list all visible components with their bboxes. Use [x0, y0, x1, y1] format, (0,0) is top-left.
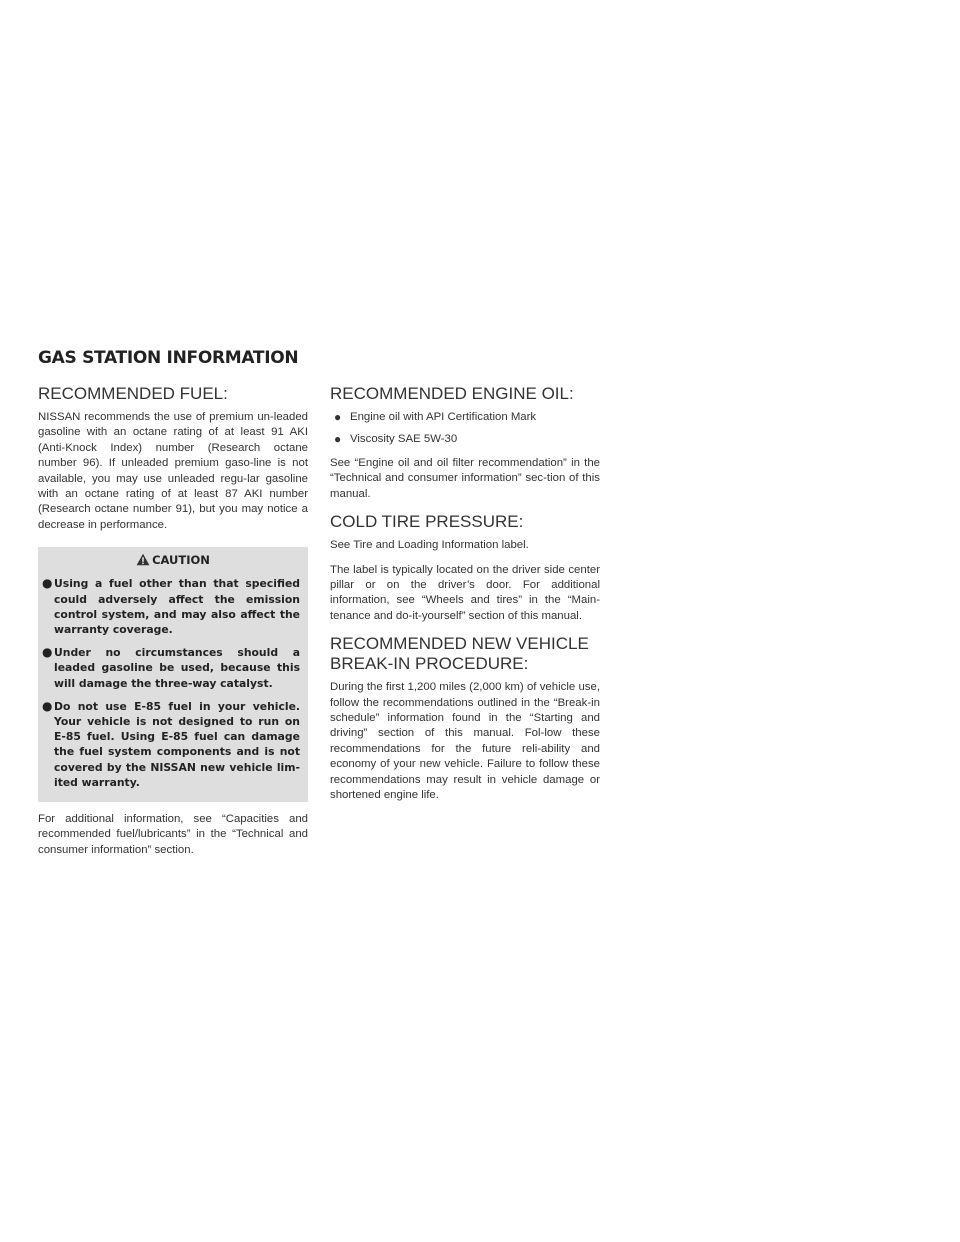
cold-tire-pressure-p1: See Tire and Loading Information label. [330, 539, 529, 552]
recommended-fuel-section [38, 384, 308, 858]
break-in-section [330, 634, 600, 803]
caution-item-text: Do not use E-85 fuel in your vehicle. Your vehicle is not designed to run on E-85 fuel. Using E-85 fuel can damage the fuel system components and is not covered by the NISSAN new vehicle lim-ited warranty. [54, 699, 300, 789]
recommended-fuel-footer: For additional information, see “Capacities and recommended fuel/lubricants” in the “Technical and consumer information” section. [38, 812, 308, 856]
list-item-text: Engine oil with API Certification Mark [350, 411, 537, 424]
engine-oil-body: See “Engine oil and oil filter recommendation” in the “Technical and consumer information” sec-tion of this manual. [330, 456, 600, 500]
break-in-heading: RECOMMENDED NEW VEHICLE BREAK-IN PROCEDURE: [330, 634, 589, 674]
caution-item [42, 576, 300, 637]
engine-oil-heading: RECOMMENDED ENGINE OIL: [330, 384, 574, 403]
caution-item [42, 645, 300, 691]
caution-item [42, 699, 300, 790]
warning-triangle-icon [136, 553, 150, 569]
caution-box [38, 547, 308, 802]
bullet-icon: ● [42, 576, 53, 591]
caution-header [38, 553, 308, 569]
recommended-fuel-body: NISSAN recommends the use of premium un-leaded gasoline with an octane rating of at least 91 AKI (Anti-Knock Index) number (Research octane number 96). If unleaded premium gaso-line is not available, you may use unleaded regu-lar gasoline with an octane rating of at least 87 AKI number (Research octane number 91), but you may notice a decrease in performance. [38, 411, 308, 531]
bullet-icon: ● [42, 698, 53, 713]
engine-oil-list [330, 410, 600, 448]
engine-oil-section [330, 384, 600, 502]
bullet-icon: ● [334, 432, 342, 447]
caution-item-text: Under no circumstances should a leaded gasoline be used, because this will damage the three-way catalyst. [54, 646, 300, 690]
right-column [330, 384, 600, 814]
caution-item-text: Using a fuel other than that specified could adversely affect the emission control system, and may also affect the warranty coverage. [54, 577, 300, 636]
bullet-icon: ● [42, 645, 53, 660]
caution-label: CAUTION [152, 553, 210, 568]
cold-tire-pressure-p2: The label is typically located on the driver side center pillar or on the driver’s door. For additional information, see “Wheels and tires” in the “Main-tenance and do-it-yourself” section of this manual. [330, 563, 600, 622]
cold-tire-pressure-section [330, 512, 600, 624]
list-item-text: Viscosity SAE 5W-30 [350, 433, 458, 446]
cold-tire-pressure-heading: COLD TIRE PRESSURE: [330, 512, 524, 532]
break-in-body: During the first 1,200 miles (2,000 km) of vehicle use, follow the recommendations outlined in the “Break-in schedule” information found in the “Starting and driving” section of this manual. Fol-low these recommendations for the future reli-ability and economy of your new vehicle. Failure to follow these recommendations may result in vehicle damage or shortened engine life. [330, 681, 600, 802]
page-title: GAS STATION INFORMATION [38, 348, 299, 368]
recommended-fuel-heading: RECOMMENDED FUEL: [38, 384, 228, 403]
list-item [330, 432, 600, 447]
list-item [330, 410, 600, 425]
left-column [38, 384, 308, 868]
bullet-icon: ● [334, 410, 342, 425]
